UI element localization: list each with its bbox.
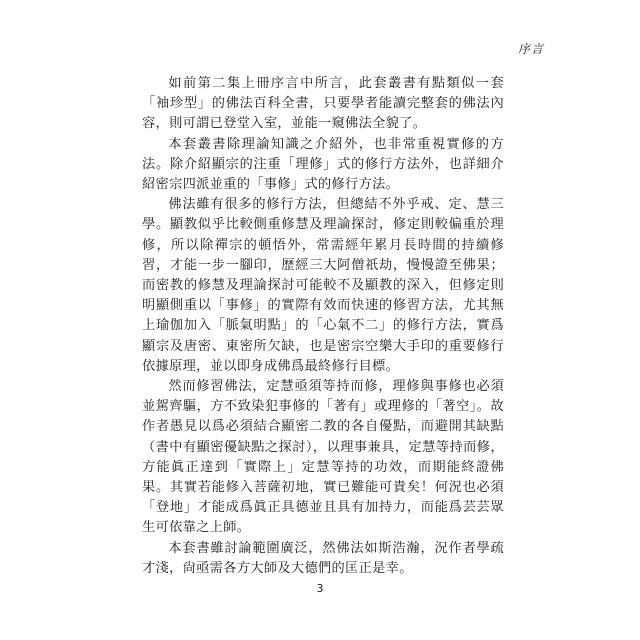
page-number: 3 [316,582,324,595]
paragraph-4: 然而修習佛法，定慧亟須等持而修，理修與事修也必須並駕齊驅，方不致染犯事修的「著有」或理修的「著空」。故作者愚見以爲必須結合顯密二教的各自優點，而避開其缺點（書中有顯密優缺點之探討），以理事兼具，定慧等持而修，方能眞正達到「實際上」定慧等持的功效，而期能終證佛果。其實若能修入菩薩初地，實已難能可貴矣！何況也必須「登地」才能成爲眞正具德並且具有加持力，而能爲芸芸眾生可依靠之上師。 [142,379,504,536]
paragraph-5: 本套書雖討論範圍廣泛，然佛法如斯浩瀚，況作者學疏才淺，尙亟需各方大師及大德們的匡正是幸。 [142,540,504,576]
paragraph-1: 如前第二集上冊序言中所言，此套叢書有點類似一套「袖珍型」的佛法百科全書，只要學者能讀完整套的佛法內容，則可謂已登堂入室，並能一窺佛法全貌了。 [142,76,504,132]
running-header: 序言 [517,42,544,56]
paragraph-2: 本套叢書除理論知識之介紹外，也非常重視實修的方法。除介紹顯宗的注重「理修」式的修行方法外，也詳細介紹密宗四派並重的「事修」式的修行方法。 [142,136,504,193]
body-text [142,74,504,579]
paragraph-3: 佛法雖有很多的修行方法，但總結不外乎戒、定、慧三學。顯教似乎比較側重修慧及理論探討，修定則較偏重於理修，所以除禪宗的頓悟外，常需經年累月長時間的持續修習，才能一步一腳印，歷經三大阿僧祇劫，慢慢證至佛果；而密教的修慧及理論探討可能較不及顯教的深入，但修定則明顯側重以「事修」的實際有效而快速的修習方法，尤其無上瑜伽加入「脈氣明點」的「心氣不二」的修行方法，實爲顯宗及唐密、東密所欠缺，也是密宗空樂大手印的重要修行依據原理，並以即身成佛爲最終修行目標。 [142,197,504,374]
